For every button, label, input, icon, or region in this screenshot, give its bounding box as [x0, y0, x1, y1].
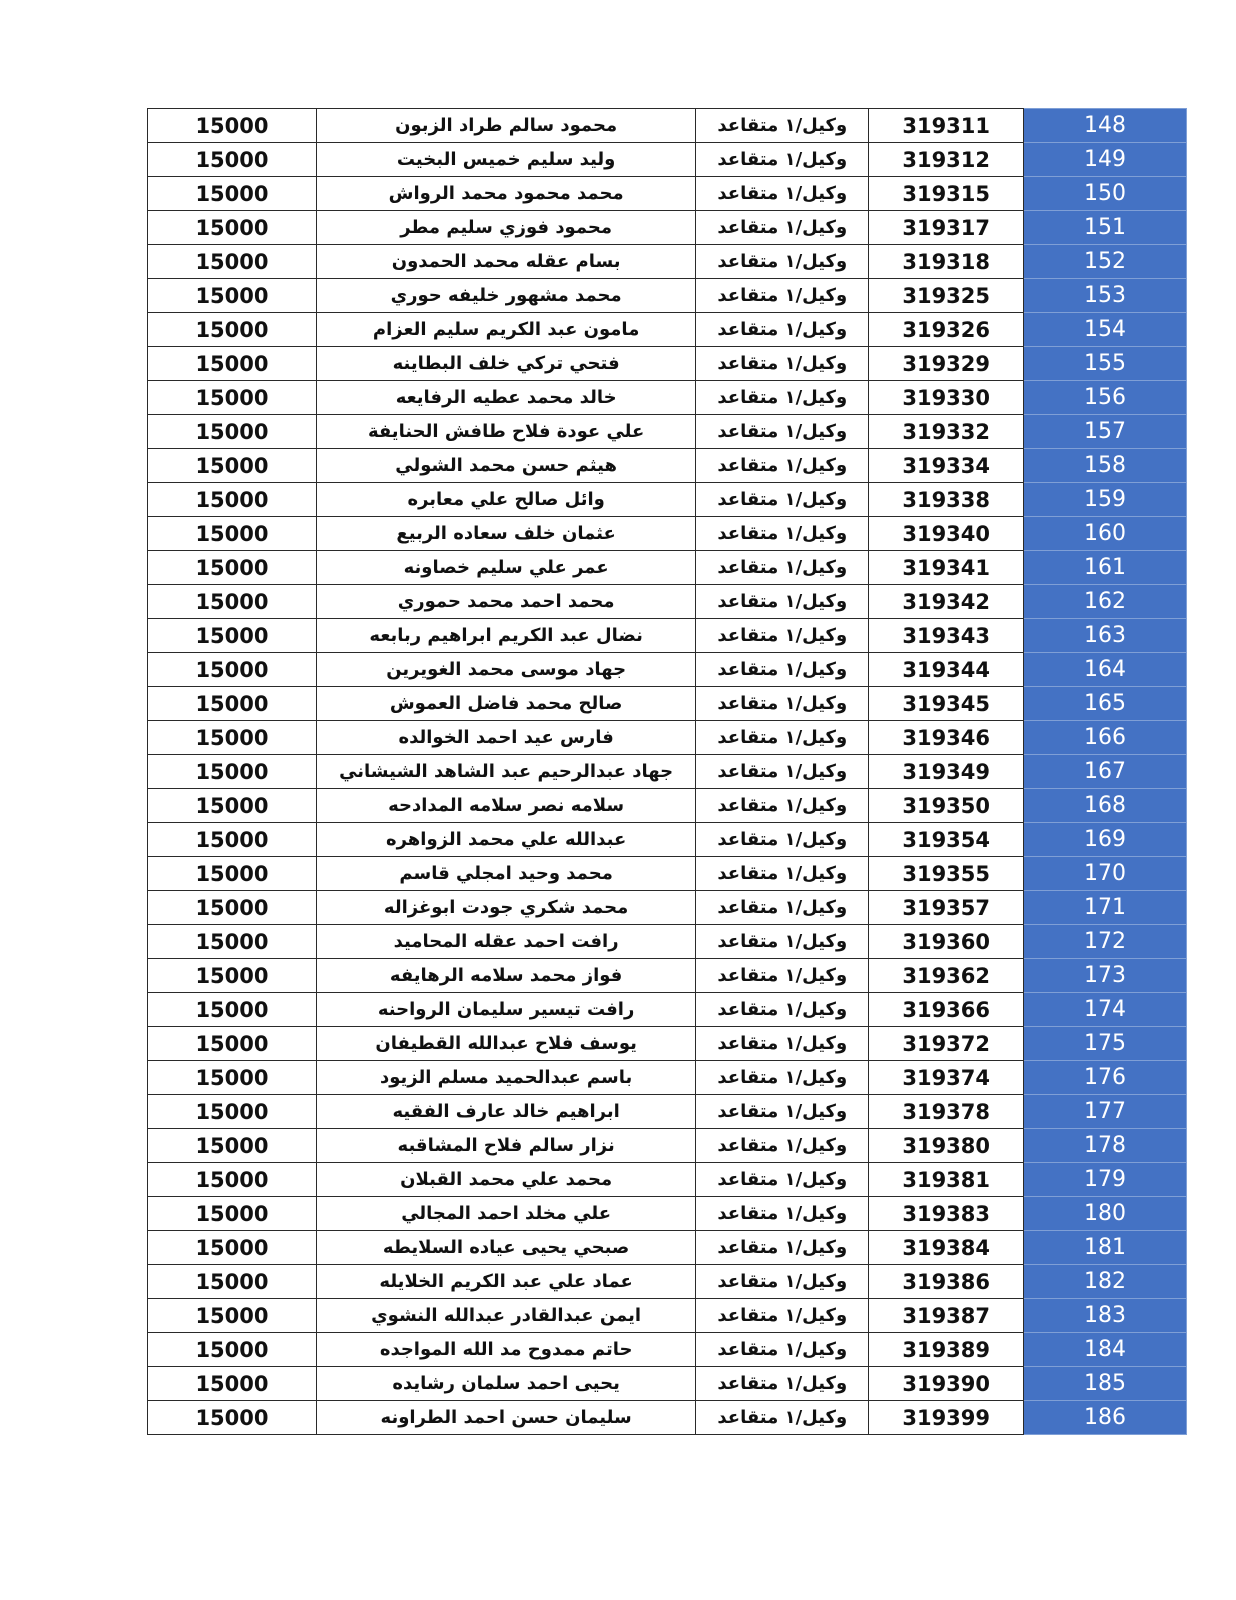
rank-cell: وكيل/١ متقاعد [696, 1367, 869, 1401]
table-row [148, 517, 1187, 551]
records-table [147, 108, 1187, 1435]
id-number-cell: 319374 [869, 1061, 1024, 1095]
rank-cell: وكيل/١ متقاعد [696, 1163, 869, 1197]
name-cell: جهاد عبدالرحيم عبد الشاهد الشيشاني [316, 755, 695, 789]
id-number-cell: 319387 [869, 1299, 1024, 1333]
id-number-cell: 319334 [869, 449, 1024, 483]
rank-cell: وكيل/١ متقاعد [696, 1265, 869, 1299]
table-row [148, 1333, 1187, 1367]
table-row [148, 109, 1187, 143]
amount-cell: 15000 [148, 517, 317, 551]
rank-cell: وكيل/١ متقاعد [696, 1027, 869, 1061]
table-row [148, 1367, 1187, 1401]
sequence-cell: 151 [1024, 211, 1187, 245]
table-row [148, 449, 1187, 483]
name-cell: ابراهيم خالد عارف الفقيه [316, 1095, 695, 1129]
table-row [148, 993, 1187, 1027]
rank-cell: وكيل/١ متقاعد [696, 993, 869, 1027]
name-cell: فواز محمد سلامه الرهايفه [316, 959, 695, 993]
id-number-cell: 319330 [869, 381, 1024, 415]
id-number-cell: 319381 [869, 1163, 1024, 1197]
name-cell: محمود فوزي سليم مطر [316, 211, 695, 245]
id-number-cell: 319383 [869, 1197, 1024, 1231]
amount-cell: 15000 [148, 109, 317, 143]
amount-cell: 15000 [148, 483, 317, 517]
amount-cell: 15000 [148, 551, 317, 585]
name-cell: علي مخلد احمد المجالي [316, 1197, 695, 1231]
name-cell: عمر علي سليم خصاونه [316, 551, 695, 585]
sequence-cell: 177 [1024, 1095, 1187, 1129]
rank-cell: وكيل/١ متقاعد [696, 109, 869, 143]
sequence-cell: 183 [1024, 1299, 1187, 1333]
table-row [148, 857, 1187, 891]
sequence-cell: 163 [1024, 619, 1187, 653]
amount-cell: 15000 [148, 891, 317, 925]
name-cell: عبدالله علي محمد الزواهره [316, 823, 695, 857]
sequence-cell: 170 [1024, 857, 1187, 891]
name-cell: محمد علي محمد القبلان [316, 1163, 695, 1197]
name-cell: فارس عيد احمد الخوالده [316, 721, 695, 755]
amount-cell: 15000 [148, 1333, 317, 1367]
amount-cell: 15000 [148, 245, 317, 279]
table-row [148, 1401, 1187, 1435]
id-number-cell: 319312 [869, 143, 1024, 177]
name-cell: سلامه نصر سلامه المدادحه [316, 789, 695, 823]
table-row [148, 1061, 1187, 1095]
id-number-cell: 319378 [869, 1095, 1024, 1129]
table-row [148, 483, 1187, 517]
rank-cell: وكيل/١ متقاعد [696, 1231, 869, 1265]
name-cell: هيثم حسن محمد الشولي [316, 449, 695, 483]
id-number-cell: 319389 [869, 1333, 1024, 1367]
sequence-cell: 184 [1024, 1333, 1187, 1367]
id-number-cell: 319360 [869, 925, 1024, 959]
table-row [148, 585, 1187, 619]
sequence-cell: 153 [1024, 279, 1187, 313]
amount-cell: 15000 [148, 1095, 317, 1129]
name-cell: نضال عبد الكريم ابراهيم ربابعه [316, 619, 695, 653]
rank-cell: وكيل/١ متقاعد [696, 789, 869, 823]
id-number-cell: 319340 [869, 517, 1024, 551]
amount-cell: 15000 [148, 415, 317, 449]
table-row [148, 1027, 1187, 1061]
sequence-cell: 154 [1024, 313, 1187, 347]
name-cell: صالح محمد فاضل العموش [316, 687, 695, 721]
id-number-cell: 319346 [869, 721, 1024, 755]
table-row [148, 619, 1187, 653]
id-number-cell: 319372 [869, 1027, 1024, 1061]
rank-cell: وكيل/١ متقاعد [696, 313, 869, 347]
name-cell: عثمان خلف سعاده الربيع [316, 517, 695, 551]
records-body [148, 109, 1187, 1435]
sequence-cell: 167 [1024, 755, 1187, 789]
table-row [148, 891, 1187, 925]
sequence-cell: 165 [1024, 687, 1187, 721]
sequence-cell: 169 [1024, 823, 1187, 857]
id-number-cell: 319315 [869, 177, 1024, 211]
rank-cell: وكيل/١ متقاعد [696, 1299, 869, 1333]
table-row [148, 789, 1187, 823]
amount-cell: 15000 [148, 1129, 317, 1163]
rank-cell: وكيل/١ متقاعد [696, 857, 869, 891]
id-number-cell: 319390 [869, 1367, 1024, 1401]
name-cell: رافت تيسير سليمان الرواحنه [316, 993, 695, 1027]
table-row [148, 551, 1187, 585]
name-cell: سليمان حسن احمد الطراونه [316, 1401, 695, 1435]
rank-cell: وكيل/١ متقاعد [696, 1401, 869, 1435]
sequence-cell: 149 [1024, 143, 1187, 177]
name-cell: خالد محمد عطيه الرفايعه [316, 381, 695, 415]
rank-cell: وكيل/١ متقاعد [696, 823, 869, 857]
table-row [148, 1129, 1187, 1163]
table-row [148, 177, 1187, 211]
amount-cell: 15000 [148, 925, 317, 959]
amount-cell: 15000 [148, 755, 317, 789]
sequence-cell: 161 [1024, 551, 1187, 585]
table-row [148, 959, 1187, 993]
rank-cell: وكيل/١ متقاعد [696, 585, 869, 619]
sequence-cell: 181 [1024, 1231, 1187, 1265]
name-cell: محمد محمود محمد الرواش [316, 177, 695, 211]
name-cell: يحيى احمد سلمان رشايده [316, 1367, 695, 1401]
table-row [148, 211, 1187, 245]
name-cell: محمود سالم طراد الزبون [316, 109, 695, 143]
sequence-cell: 173 [1024, 959, 1187, 993]
amount-cell: 15000 [148, 449, 317, 483]
sequence-cell: 157 [1024, 415, 1187, 449]
id-number-cell: 319357 [869, 891, 1024, 925]
table-row [148, 381, 1187, 415]
id-number-cell: 319343 [869, 619, 1024, 653]
table-row [148, 415, 1187, 449]
table-row [148, 1265, 1187, 1299]
name-cell: باسم عبدالحميد مسلم الزيود [316, 1061, 695, 1095]
sequence-cell: 172 [1024, 925, 1187, 959]
id-number-cell: 319326 [869, 313, 1024, 347]
amount-cell: 15000 [148, 1061, 317, 1095]
rank-cell: وكيل/١ متقاعد [696, 687, 869, 721]
rank-cell: وكيل/١ متقاعد [696, 1129, 869, 1163]
rank-cell: وكيل/١ متقاعد [696, 517, 869, 551]
rank-cell: وكيل/١ متقاعد [696, 755, 869, 789]
table-row [148, 925, 1187, 959]
sequence-cell: 178 [1024, 1129, 1187, 1163]
rank-cell: وكيل/١ متقاعد [696, 891, 869, 925]
sequence-cell: 160 [1024, 517, 1187, 551]
sequence-cell: 162 [1024, 585, 1187, 619]
amount-cell: 15000 [148, 1299, 317, 1333]
name-cell: جهاد موسى محمد الغويرين [316, 653, 695, 687]
sequence-cell: 182 [1024, 1265, 1187, 1299]
name-cell: رافت احمد عقله المحاميد [316, 925, 695, 959]
name-cell: محمد مشهور خليفه حوري [316, 279, 695, 313]
name-cell: وائل صالح علي معابره [316, 483, 695, 517]
amount-cell: 15000 [148, 823, 317, 857]
amount-cell: 15000 [148, 177, 317, 211]
rank-cell: وكيل/١ متقاعد [696, 415, 869, 449]
id-number-cell: 319329 [869, 347, 1024, 381]
amount-cell: 15000 [148, 1265, 317, 1299]
name-cell: مامون عبد الكريم سليم العزام [316, 313, 695, 347]
sequence-cell: 176 [1024, 1061, 1187, 1095]
id-number-cell: 319355 [869, 857, 1024, 891]
table-row [148, 653, 1187, 687]
id-number-cell: 319317 [869, 211, 1024, 245]
name-cell: يوسف فلاح عبدالله القطيفان [316, 1027, 695, 1061]
id-number-cell: 319384 [869, 1231, 1024, 1265]
id-number-cell: 319349 [869, 755, 1024, 789]
sequence-cell: 180 [1024, 1197, 1187, 1231]
table-row [148, 1095, 1187, 1129]
amount-cell: 15000 [148, 857, 317, 891]
table-row [148, 755, 1187, 789]
rank-cell: وكيل/١ متقاعد [696, 347, 869, 381]
name-cell: حاتم ممدوح مد الله المواجده [316, 1333, 695, 1367]
sequence-cell: 150 [1024, 177, 1187, 211]
rank-cell: وكيل/١ متقاعد [696, 1333, 869, 1367]
table-row [148, 347, 1187, 381]
amount-cell: 15000 [148, 1163, 317, 1197]
sequence-cell: 186 [1024, 1401, 1187, 1435]
name-cell: علي عودة فلاح طافش الحنايفة [316, 415, 695, 449]
rank-cell: وكيل/١ متقاعد [696, 483, 869, 517]
id-number-cell: 319350 [869, 789, 1024, 823]
rank-cell: وكيل/١ متقاعد [696, 1197, 869, 1231]
amount-cell: 15000 [148, 721, 317, 755]
id-number-cell: 319325 [869, 279, 1024, 313]
sequence-cell: 179 [1024, 1163, 1187, 1197]
table-row [148, 1299, 1187, 1333]
amount-cell: 15000 [148, 993, 317, 1027]
sequence-cell: 171 [1024, 891, 1187, 925]
amount-cell: 15000 [148, 585, 317, 619]
name-cell: بسام عقله محمد الحمدون [316, 245, 695, 279]
rank-cell: وكيل/١ متقاعد [696, 959, 869, 993]
rank-cell: وكيل/١ متقاعد [696, 279, 869, 313]
amount-cell: 15000 [148, 279, 317, 313]
sequence-cell: 175 [1024, 1027, 1187, 1061]
amount-cell: 15000 [148, 347, 317, 381]
id-number-cell: 319345 [869, 687, 1024, 721]
table-row [148, 1197, 1187, 1231]
sequence-cell: 159 [1024, 483, 1187, 517]
id-number-cell: 319380 [869, 1129, 1024, 1163]
sequence-cell: 168 [1024, 789, 1187, 823]
sequence-cell: 152 [1024, 245, 1187, 279]
sequence-cell: 158 [1024, 449, 1187, 483]
amount-cell: 15000 [148, 143, 317, 177]
rank-cell: وكيل/١ متقاعد [696, 381, 869, 415]
table-row [148, 687, 1187, 721]
id-number-cell: 319354 [869, 823, 1024, 857]
table-row [148, 313, 1187, 347]
amount-cell: 15000 [148, 687, 317, 721]
name-cell: وليد سليم خميس البخيت [316, 143, 695, 177]
rank-cell: وكيل/١ متقاعد [696, 721, 869, 755]
amount-cell: 15000 [148, 313, 317, 347]
table-row [148, 143, 1187, 177]
name-cell: نزار سالم فلاح المشاقبه [316, 1129, 695, 1163]
rank-cell: وكيل/١ متقاعد [696, 245, 869, 279]
table-row [148, 245, 1187, 279]
rank-cell: وكيل/١ متقاعد [696, 177, 869, 211]
rank-cell: وكيل/١ متقاعد [696, 619, 869, 653]
name-cell: محمد احمد محمد حموري [316, 585, 695, 619]
rank-cell: وكيل/١ متقاعد [696, 449, 869, 483]
rank-cell: وكيل/١ متقاعد [696, 211, 869, 245]
rank-cell: وكيل/١ متقاعد [696, 1095, 869, 1129]
sequence-cell: 164 [1024, 653, 1187, 687]
sequence-cell: 156 [1024, 381, 1187, 415]
table-row [148, 1231, 1187, 1265]
name-cell: صبحي يحيى عياده السلايطه [316, 1231, 695, 1265]
name-cell: محمد شكري جودت ابوغزاله [316, 891, 695, 925]
name-cell: ايمن عبدالقادر عبدالله النشوي [316, 1299, 695, 1333]
id-number-cell: 319342 [869, 585, 1024, 619]
amount-cell: 15000 [148, 211, 317, 245]
amount-cell: 15000 [148, 1231, 317, 1265]
id-number-cell: 319362 [869, 959, 1024, 993]
id-number-cell: 319366 [869, 993, 1024, 1027]
amount-cell: 15000 [148, 1367, 317, 1401]
name-cell: عماد علي عبد الكريم الخلايله [316, 1265, 695, 1299]
table-row [148, 1163, 1187, 1197]
amount-cell: 15000 [148, 653, 317, 687]
table-row [148, 823, 1187, 857]
id-number-cell: 319338 [869, 483, 1024, 517]
sequence-cell: 185 [1024, 1367, 1187, 1401]
id-number-cell: 319341 [869, 551, 1024, 585]
id-number-cell: 319344 [869, 653, 1024, 687]
rank-cell: وكيل/١ متقاعد [696, 653, 869, 687]
rank-cell: وكيل/١ متقاعد [696, 551, 869, 585]
amount-cell: 15000 [148, 619, 317, 653]
name-cell: فتحي تركي خلف البطاينه [316, 347, 695, 381]
amount-cell: 15000 [148, 1197, 317, 1231]
sequence-cell: 148 [1024, 109, 1187, 143]
amount-cell: 15000 [148, 1027, 317, 1061]
sequence-cell: 155 [1024, 347, 1187, 381]
id-number-cell: 319386 [869, 1265, 1024, 1299]
table-row [148, 721, 1187, 755]
id-number-cell: 319332 [869, 415, 1024, 449]
rank-cell: وكيل/١ متقاعد [696, 925, 869, 959]
table-row [148, 279, 1187, 313]
rank-cell: وكيل/١ متقاعد [696, 143, 869, 177]
amount-cell: 15000 [148, 1401, 317, 1435]
amount-cell: 15000 [148, 959, 317, 993]
id-number-cell: 319311 [869, 109, 1024, 143]
id-number-cell: 319399 [869, 1401, 1024, 1435]
id-number-cell: 319318 [869, 245, 1024, 279]
amount-cell: 15000 [148, 789, 317, 823]
name-cell: محمد وحيد امجلي قاسم [316, 857, 695, 891]
sequence-cell: 166 [1024, 721, 1187, 755]
amount-cell: 15000 [148, 381, 317, 415]
sequence-cell: 174 [1024, 993, 1187, 1027]
rank-cell: وكيل/١ متقاعد [696, 1061, 869, 1095]
